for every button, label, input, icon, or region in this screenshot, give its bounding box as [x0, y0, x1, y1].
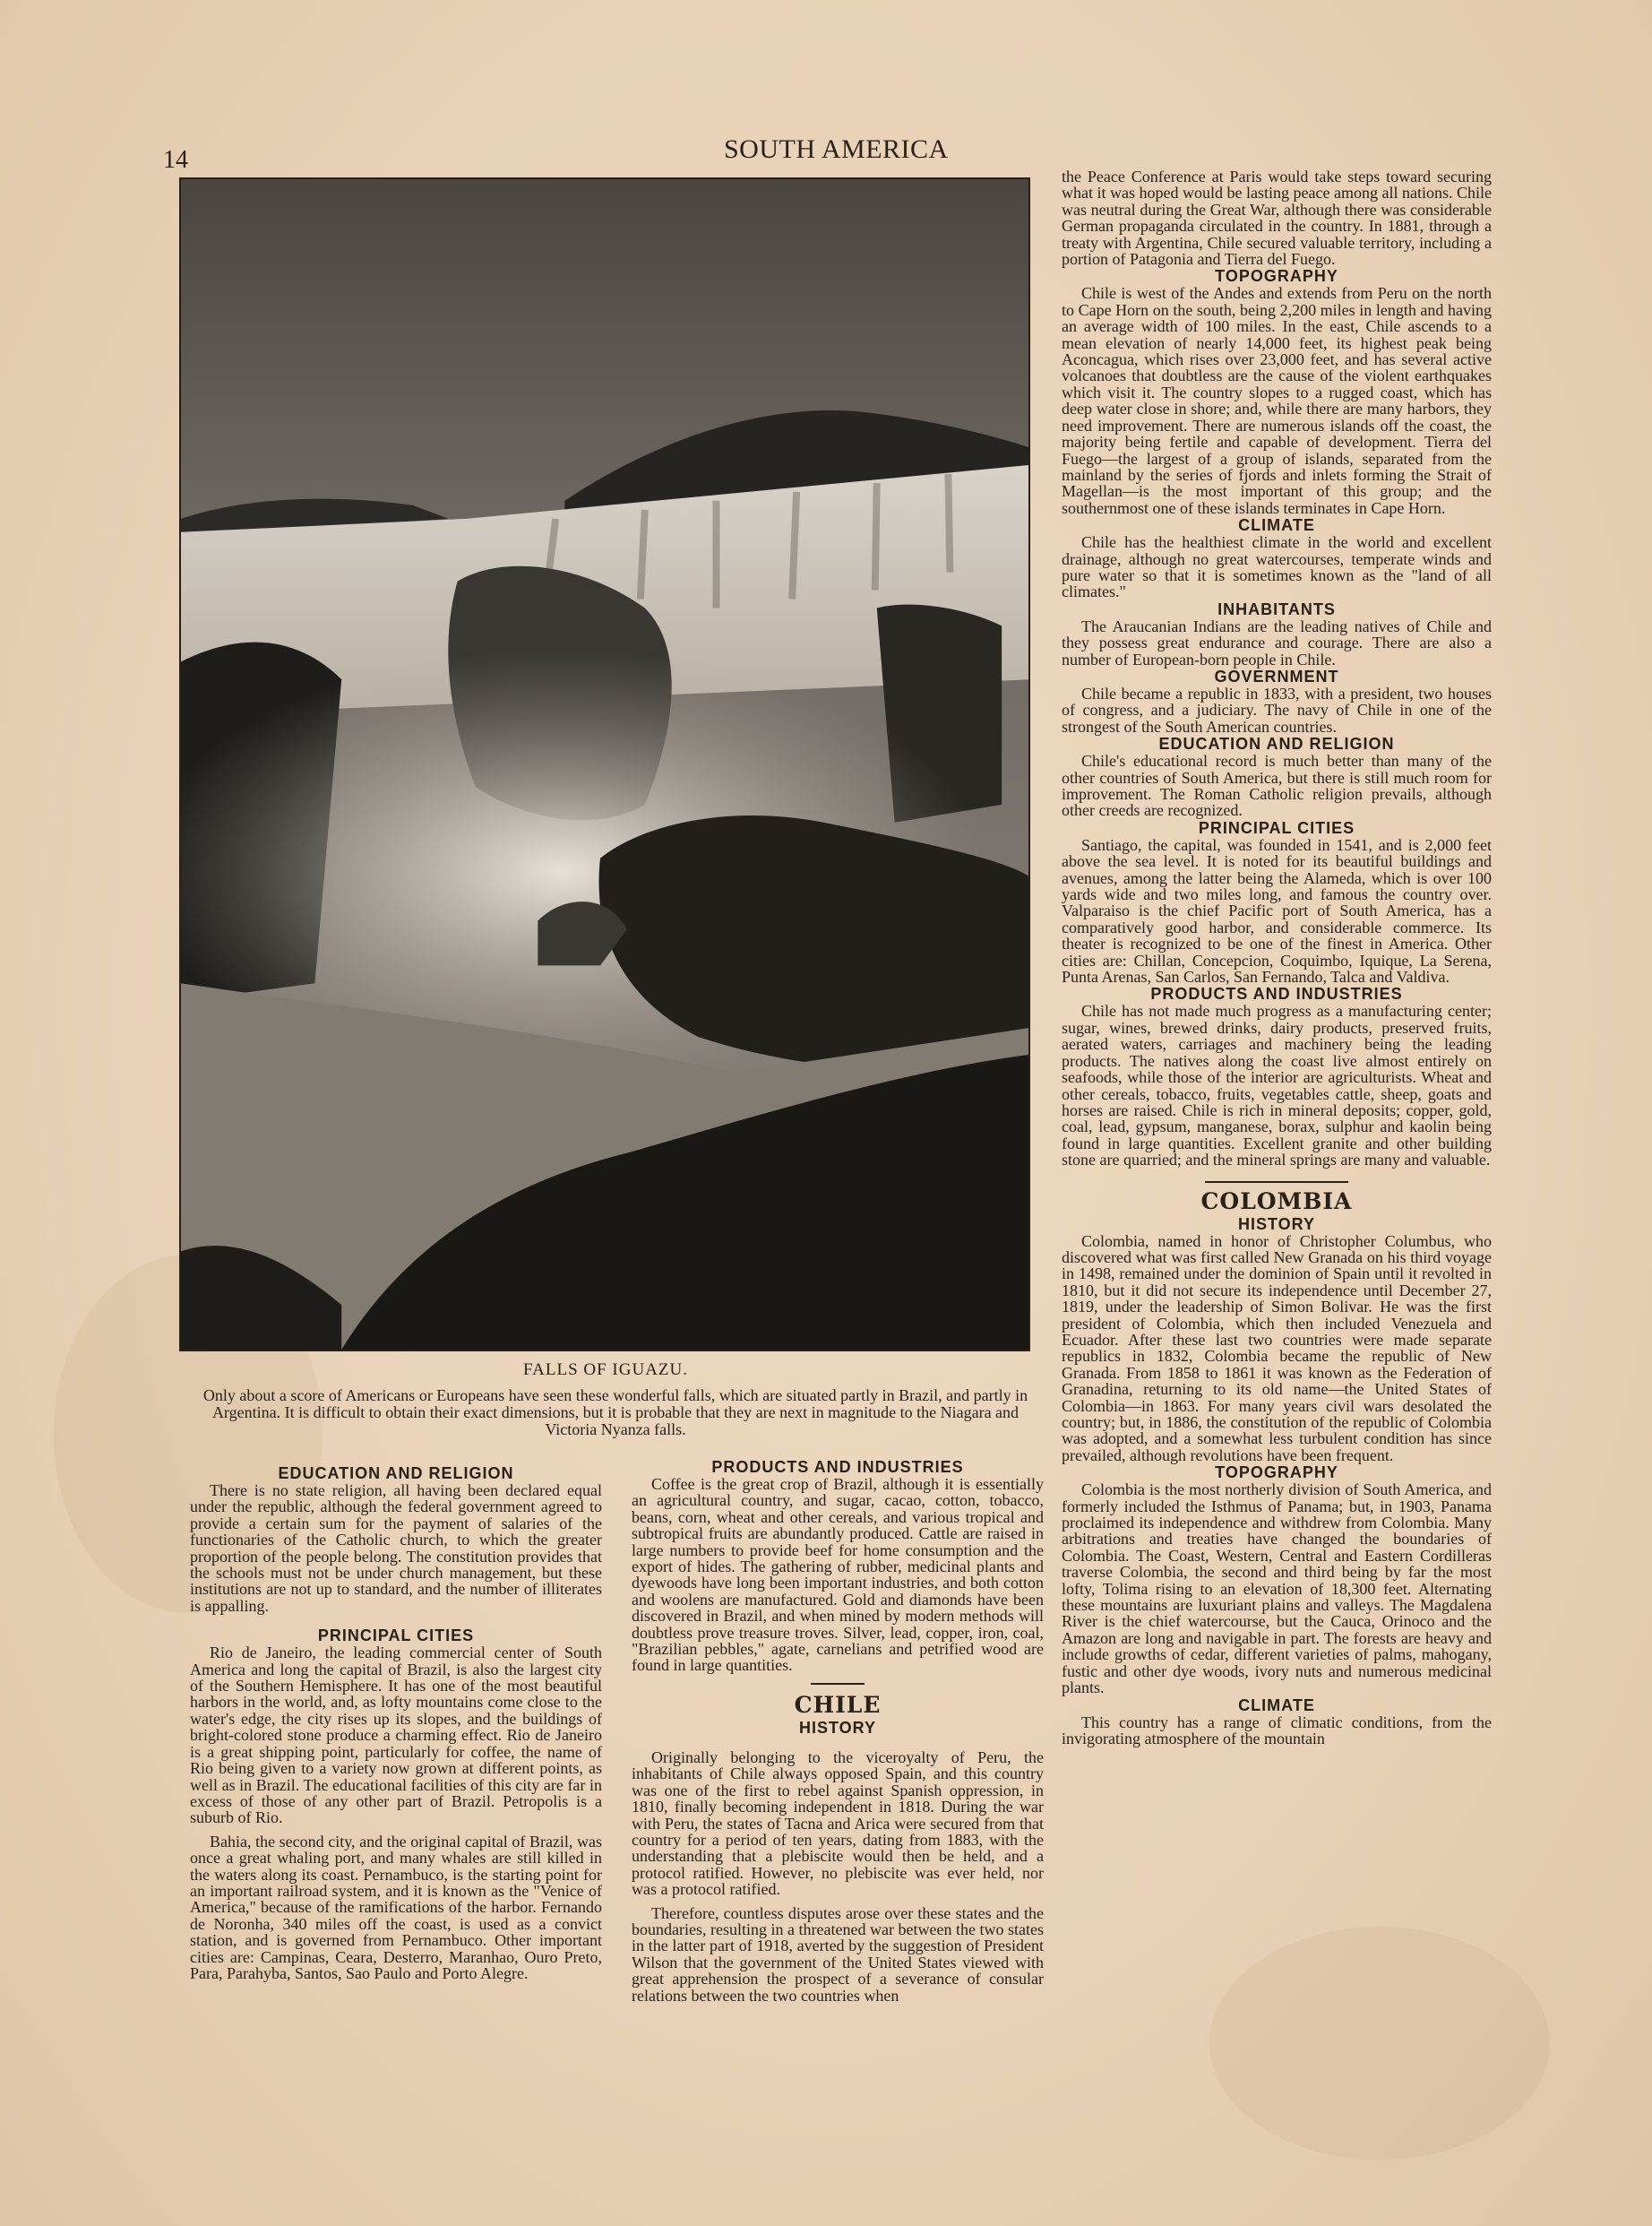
- section-heading: CLIMATE: [1238, 516, 1315, 535]
- section-heading: EDUCATION AND RELIGION: [1158, 735, 1395, 754]
- section-heading: INHABITANTS: [1217, 600, 1336, 618]
- section-heading: HISTORY: [1237, 1214, 1315, 1233]
- column-left: [190, 1464, 602, 1981]
- paragraph: Rio de Janeiro, the leading commercial center of South America and long the capital of Brazil, is also the largest city of the Southern Hemisphere. It has one of the most beautiful harbors in the world, and, as lofty mountains come close to the water's edge, the city rises up its slopes, and the buildings of bright-colored stone produce a charming effect. Rio de Janeiro is a great shipping point, particularly for coffee, the name of Rio being given to a variety now grown at different points, as well as in Brazil. The educational facilities of this city are far in excess of those of any other part of Brazil. Petropolis is a suburb of Rio.: [190, 1644, 602, 1827]
- section-heading: GOVERNMENT: [1214, 667, 1339, 686]
- section-heading: HISTORY: [798, 1718, 876, 1737]
- section-heading: PRODUCTS AND INDUSTRIES: [711, 1458, 964, 1476]
- paragraph: Therefore, countless disputes arose over these states and the boundaries, resulting in a threatened war between the two states in the latter part of 1918, averted by the suggestion of President Wilson that the government of the United States viewed with great apprehension the prospect of a severance of consular relations between the two countries when: [632, 1903, 1044, 2005]
- paragraph: Bahia, the second city, and the original capital of Brazil, was once a great whaling port, and many whales are still killed in the waters along its coast. Pernambuco, is the starting point for an important railroad system, and it is known as the "Venice of America," because of the ramifications of the harbor. Fernando de Noronha, 340 miles off the coast, is used as a convict station, and is governed from Pernambuco. Other important cities are: Campinas, Ceara, Desterro, Maranhao, Ouro Preto, Para, Parahyba, Santos, Sao Paulo and Porto Alegre.: [190, 1832, 602, 1982]
- paragraph: Santiago, the capital, was founded in 1541, and is 2,000 feet above the sea level. It is noted for its beautiful buildings and avenues, among the latter being the Alameda, which is over 100 yards wide and two miles long, and famous the country over. Valparaiso is the chief Pacific port of South America, has a comparatively good harbor, and considerable commerce. Its theater is recognized to be one of the finest in America. Other cities are: Chillan, Concepcion, Coquimbo, Iquique, La Serena, Punta Arenas, San Carlos, San Fernando, Talca and Valdiva.: [1062, 835, 1492, 987]
- paragraph: The Araucanian Indians are the leading natives of Chile and they possess great endurance and courage. There are also a number of European-born people in Chile.: [1062, 617, 1492, 669]
- section-heading: CLIMATE: [1238, 1695, 1315, 1714]
- column-right: [1062, 168, 1492, 1747]
- country-heading: CHILE: [794, 1691, 882, 1718]
- column-middle: [632, 1458, 1044, 2004]
- waterfall-photo: [179, 177, 1030, 1351]
- paragraph: the Peace Conference at Paris would take steps toward securing what it was hoped would be lasting peace among all nations. Chile was neutral during the Great War, although there was considerable German propaganda circulated in the country. In 1881, through a treaty with Argentina, Chile secured valuable territory, including a portion of Patagonia and Tierra del Fuego.: [1062, 168, 1492, 269]
- section-heading: PRINCIPAL CITIES: [317, 1626, 475, 1645]
- section-heading: TOPOGRAPHY: [1215, 267, 1338, 286]
- paragraph: This country has a range of climatic conditions, from the invigorating atmosphere of the mountain: [1062, 1713, 1492, 1747]
- section-heading: PRODUCTS AND INDUSTRIES: [1150, 985, 1403, 1004]
- section-heading: EDUCATION AND RELIGION: [278, 1464, 514, 1482]
- paragraph: Chile became a republic in 1833, with a president, two houses of congress, and a judiciary. The navy of Chile in one of the strongest of the South American countries.: [1062, 684, 1492, 736]
- country-heading: COLOMBIA: [1200, 1187, 1353, 1214]
- paragraph: Chile has not made much progress as a manufacturing center; sugar, wines, brewed drinks, dairy products, preserved fruits, aerated waters, carriages and machinery being the leading products. The natives along the coast live almost entirely on seafoods, while those of the interior are agriculturists. Wheat and other cereals, tobacco, fruits, vegetables cattle, sheep, goats and horses are raised. Chile is rich in mineral deposits; copper, gold, coal, lead, gypsum, manganese, borax, sulphur and kaolin being found in large quantities. Excellent granite and other building stone are quarried; and the mineral springs are many and valuable.: [1062, 1002, 1492, 1169]
- photo-caption-text: Only about a score of Americans or Europeans have seen these wonderful falls, which are situated partly in Brazil, and partly in Argentina. It is difficult to obtain their exact dimensions, but it is probable that they are next in magnitude to the Niagara and Victoria Nyanza falls.: [202, 1386, 1028, 1438]
- divider: [811, 1683, 865, 1685]
- waterfall-illustration: [181, 179, 1028, 1350]
- paragraph: Coffee is the great crop of Brazil, although it is essentially an agricultural country, and sugar, cacao, cotton, tobacco, beans, corn, wheat and other cereals, and various tropical and subtropical fruits are abundantly produced. Cattle are raised in large numbers to provide beef for home consumption and the export of hides. The gathering of rubber, medicinal plants and dyewoods have long been important industries, and both cotton and woolens are manufactured. Gold and diamonds have been discovered in Brazil, and when mined by modern methods will doubtless prove treasure troves. Silver, lead, copper, iron, coal, "Brazilian pebbles," agate, carnelians and petrified wood are found in large quantities.: [632, 1475, 1044, 1675]
- paragraph: There is no state religion, all having been declared equal under the republic, although the federal government agreed to provide a certain sum for the payment of salaries of the functionaries of the Catholic church, to which the greater proportion of the people belong. The constitution provides that the schools must not be under church management, but these institutions are not up to standard, and the number of illiterates is appalling.: [190, 1481, 602, 1615]
- paragraph: Chile has the healthiest climate in the world and excellent drainage, although no great watercourses, temperate winds and pure water so that it is sometimes known as the "land of all climates.": [1062, 533, 1492, 601]
- section-heading: PRINCIPAL CITIES: [1198, 818, 1355, 837]
- page-number: 14: [163, 146, 188, 174]
- paper-stain: [1209, 1927, 1550, 2160]
- divider: [1205, 1181, 1348, 1183]
- paragraph: Chile is west of the Andes and extends from Peru on the north to Cape Horn on the south, being 2,200 miles in length and having an average width of 100 miles. In the east, Chile ascends to a mean elevation of nearly 14,000 feet, its highest peak being Aconcagua, which rises over 23,000 feet, and has several active volcanoes that doubtless are the cause of the violent earthquakes which visit it. The country slopes to a rugged coast, which has deep water close in shore; and, while there are many harbors, they need improvement. There are numerous islands off the coast, the majority being fertile and capable of development. Tierra del Fuego—the largest of a group of islands, separated from the mainland by the series of fjords and inlets forming the Strait of Magellan—is the most important of this group; and the southernmost one of these islands terminates in Cape Horn.: [1062, 284, 1492, 517]
- running-head: SOUTH AMERICA: [724, 134, 949, 164]
- paragraph: Colombia, named in honor of Christopher Columbus, who discovered what was first called New Granada on his third voyage in 1498, remained under the dominion of Spain until it revolted in 1810, but it did not secure its independence until December 27, 1819, under the leadership of Simon Bolivar. He was the first president of Colombia, which then included Venezuela and Ecuador. After these last two countries were made separate republics in 1832, Colombia became the republic of New Granada. From 1858 to 1861 it was known as the Federation of Granadina, returning to its old name—the United States of Colombia—in 1863. For many years civil wars desolated the country; but, in 1886, the constitution of the republic of Colombia was adopted, and a somewhat less turbulent condition has since prevailed, although revolutions have been frequent.: [1062, 1231, 1492, 1464]
- section-heading: TOPOGRAPHY: [1215, 1463, 1338, 1482]
- paragraph: Chile's educational record is much better than many of the other countries of South America, but there is still much room for improvement. The Roman Catholic religion prevails, although other creeds are recognized.: [1062, 752, 1492, 820]
- paragraph: Colombia is the most northerly division of South America, and formerly included the Isthmus of Panama; but, in 1903, Panama proclaimed its independence and withdrew from Colombia. Many arbitrations and treaties have changed the boundaries of Colombia. The Coast, Western, Central and Eastern Cordilleras traverse Colombia, the second and third being by far the most lofty, Tolima rising to an elevation of 18,300 feet. Alternating these mountains are luxuriant plains and valleys. The Magdalena River is the chief watercourse, but the Cauca, Orinoco and the Amazon are long and navigable in part. The forests are heavy and include growths of cedar, different varieties of palms, mahogany, fustic and other dye woods, ivory nuts and numerous medicinal plants.: [1062, 1480, 1492, 1697]
- photo-caption-title: FALLS OF IGUAZU.: [522, 1360, 688, 1379]
- paragraph: Originally belonging to the viceroyalty of Peru, the inhabitants of Chile always opposed Spain, and this country was one of the first to rebel against Spanish oppression, in 1810, finally becoming independent in 1818. During the war with Peru, the states of Tacna and Arica were secured from that country for a period of ten years, dating from 1883, with the understanding that a plebiscite would then be held, and a protocol ratified. However, no plebiscite was ever held, nor was a protocol ratified.: [632, 1747, 1044, 1899]
